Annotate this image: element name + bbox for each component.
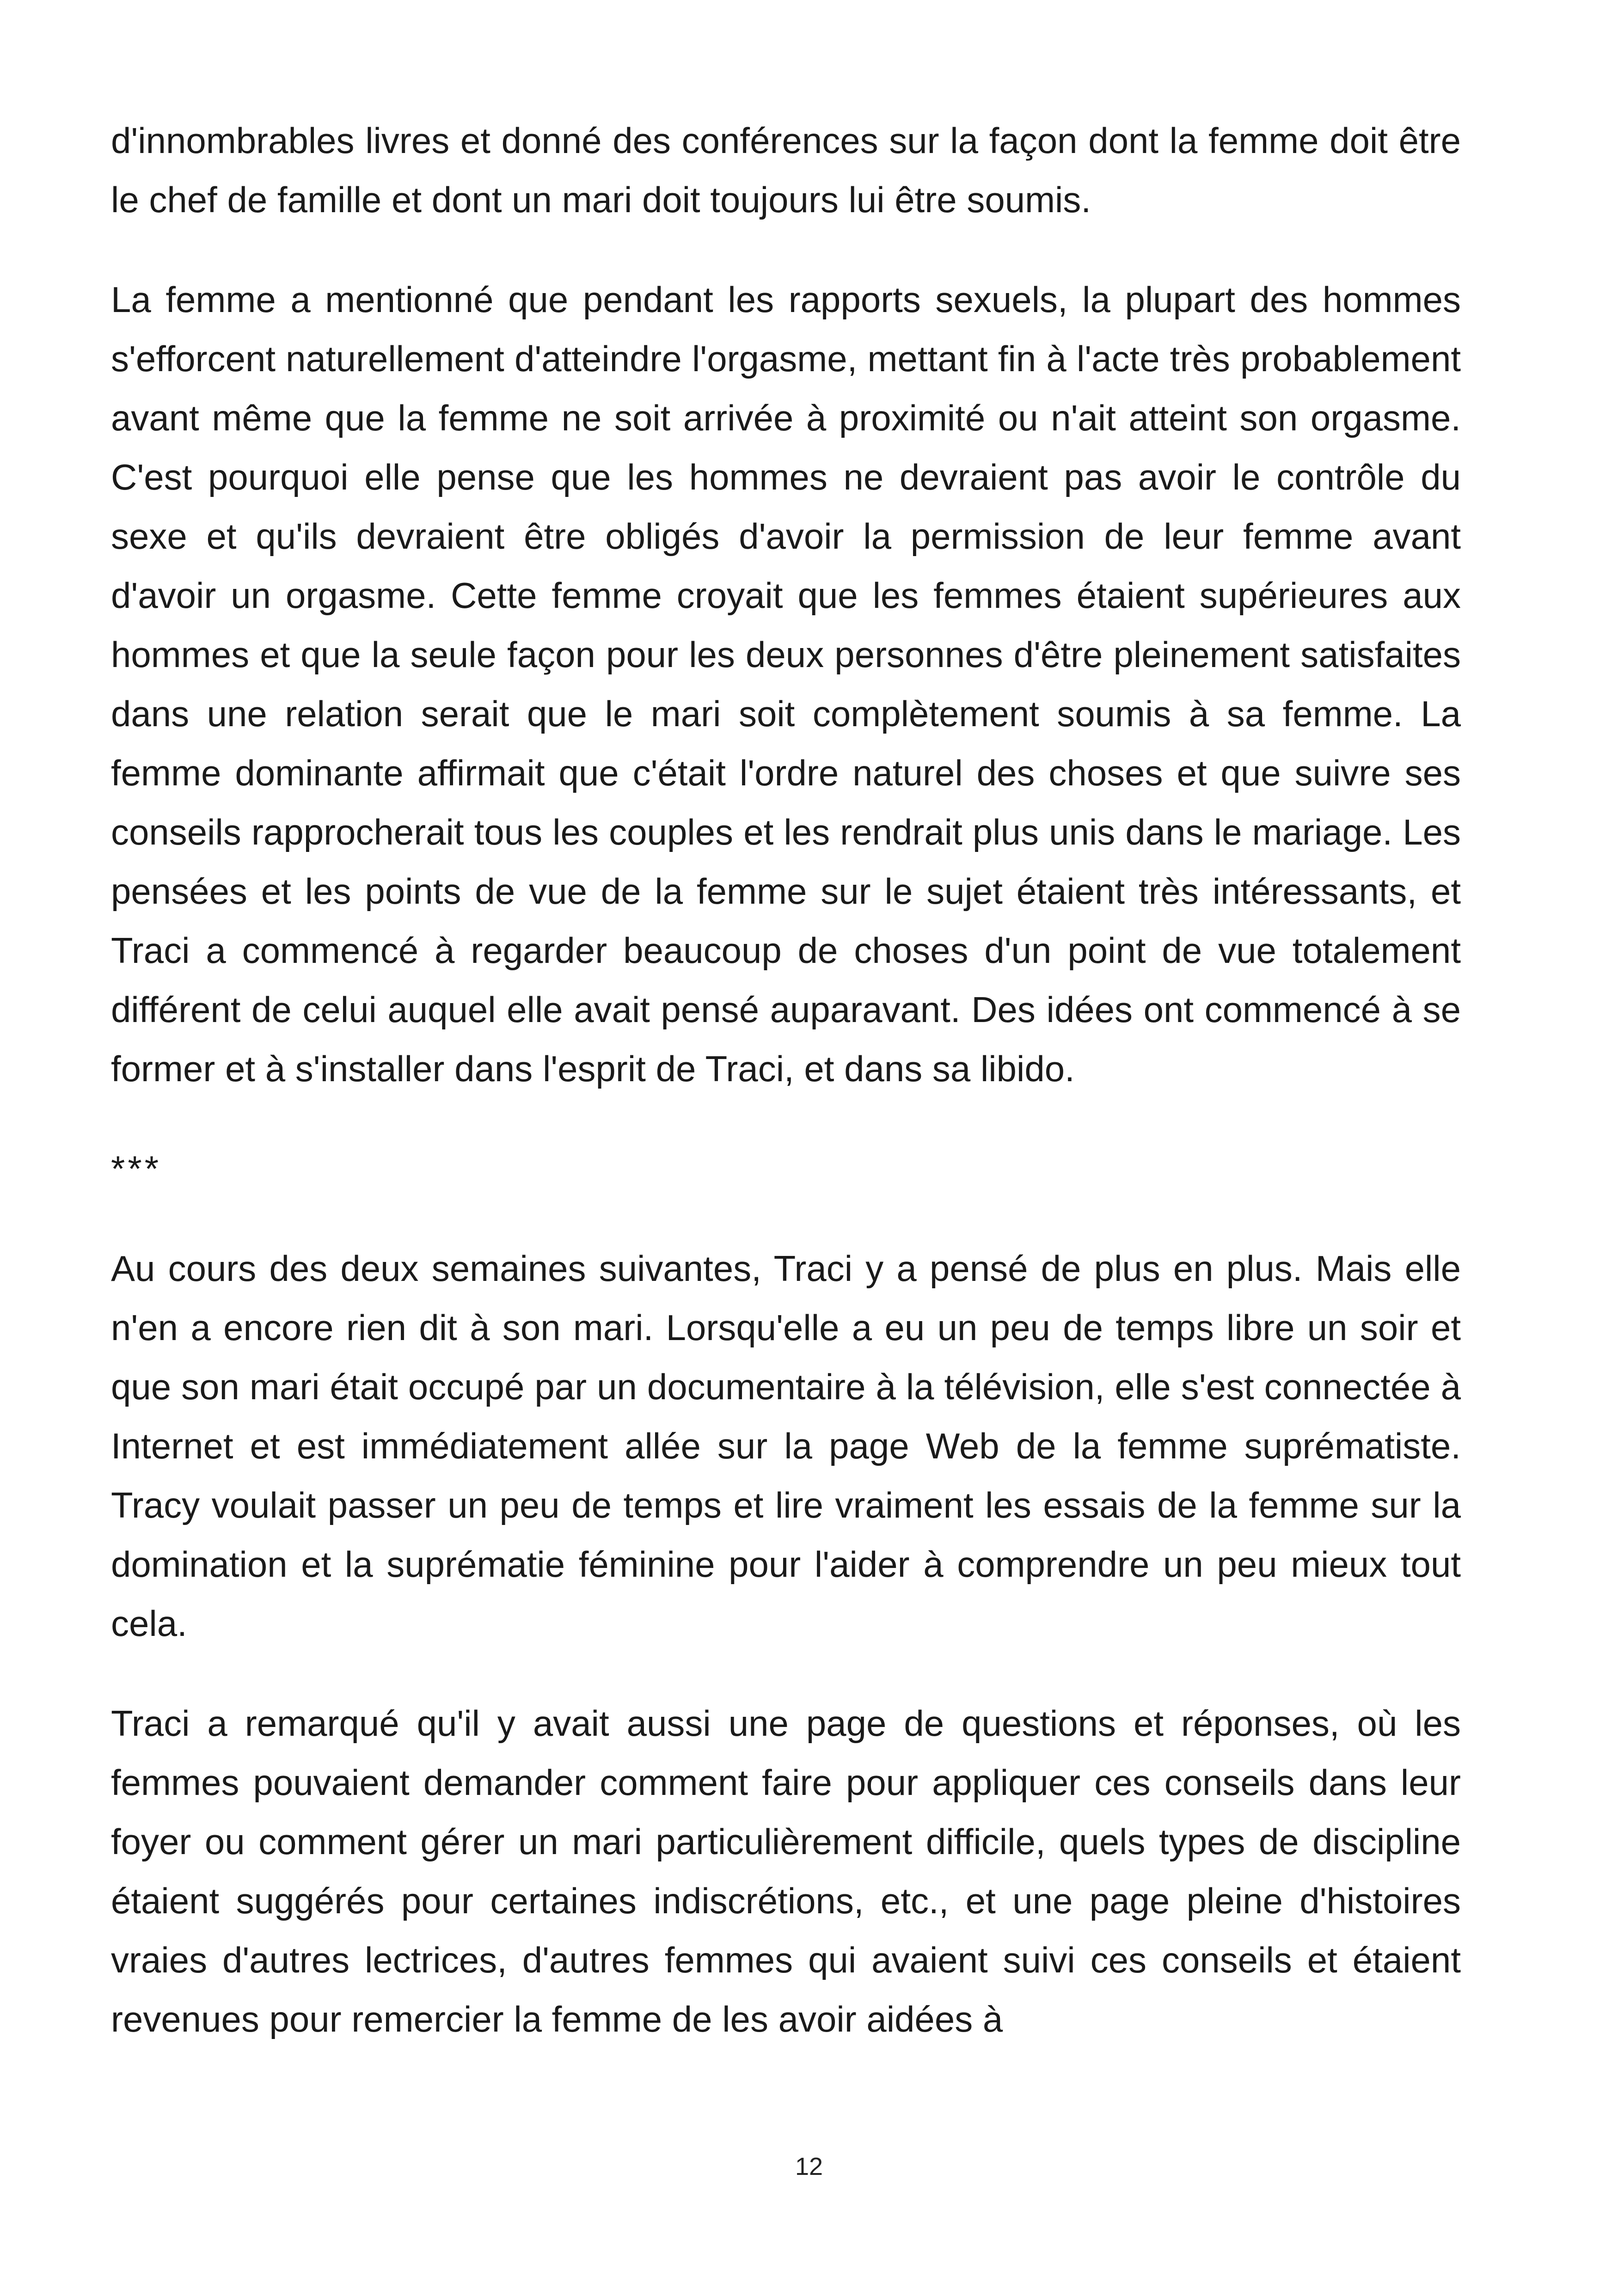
paragraph-body: Traci a remarqué qu'il y avait aussi une page de questions et réponses, où les femmes pouvaient demander comment faire pour appliquer ces conseils dans leur foyer ou comment gérer un mari particulièrement difficile, quels types de discipline étaient suggérés pour certaines indiscrétions, etc., et une page pleine d'histoires vraies d'autres lectrices, d'autres femmes qui avaient suivi ces conseils et étaient revenues pour remercier la femme de les avoir aidées à	[111, 1703, 1461, 2039]
page-number: 12	[795, 2153, 823, 2180]
paragraph-body: Au cours des deux semaines suivantes, Traci y a pensé de plus en plus. Mais elle n'en a encore rien dit à son mari. Lorsqu'elle a eu un peu de temps libre un soir et que son mari était occupé par un documentaire à la télévision, elle s'est connectée à Internet et est immédiatement allée sur la page Web de la femme suprématiste. Tracy voulait passer un peu de temps et lire vraiment les essais de la femme sur la domination et la suprématie féminine pour l'aider à comprendre un peu mieux tout cela.	[111, 1248, 1461, 1644]
paragraph-continuation: d'innombrables livres et donné des conférences sur la façon dont la femme doit être le chef de famille et dont un mari doit toujours lui être soumis.	[111, 120, 1461, 220]
document-page	[111, 111, 1461, 2049]
paragraph-body: La femme a mentionné que pendant les rapports sexuels, la plupart des hommes s'efforcent naturellement d'atteindre l'orgasme, mettant fin à l'acte très probablement avant même que la femme ne soit arrivée à proximité ou n'ait atteint son orgasme. C'est pourquoi elle pense que les hommes ne devraient pas avoir le contrôle du sexe et qu'ils devraient être obligés d'avoir la permission de leur femme avant d'avoir un orgasme. Cette femme croyait que les femmes étaient supérieures aux hommes et que la seule façon pour les deux personnes d'être pleinement satisfaites dans une relation serait que le mari soit complètement soumis à sa femme. La femme dominante affirmait que c'était l'ordre naturel des choses et que suivre ses conseils rapprocherait tous les couples et les rendrait plus unis dans le mariage. Les pensées et les points de vue de la femme sur le sujet étaient très intéressants, et Traci a commencé à regarder beaucoup de choses d'un point de vue totalement différent de celui auquel elle avait pensé auparavant. Des idées ont commencé à se former et à s'installer dans l'esprit de Traci, et dans sa libido.	[111, 279, 1461, 1089]
section-separator: ***	[111, 1148, 162, 1189]
